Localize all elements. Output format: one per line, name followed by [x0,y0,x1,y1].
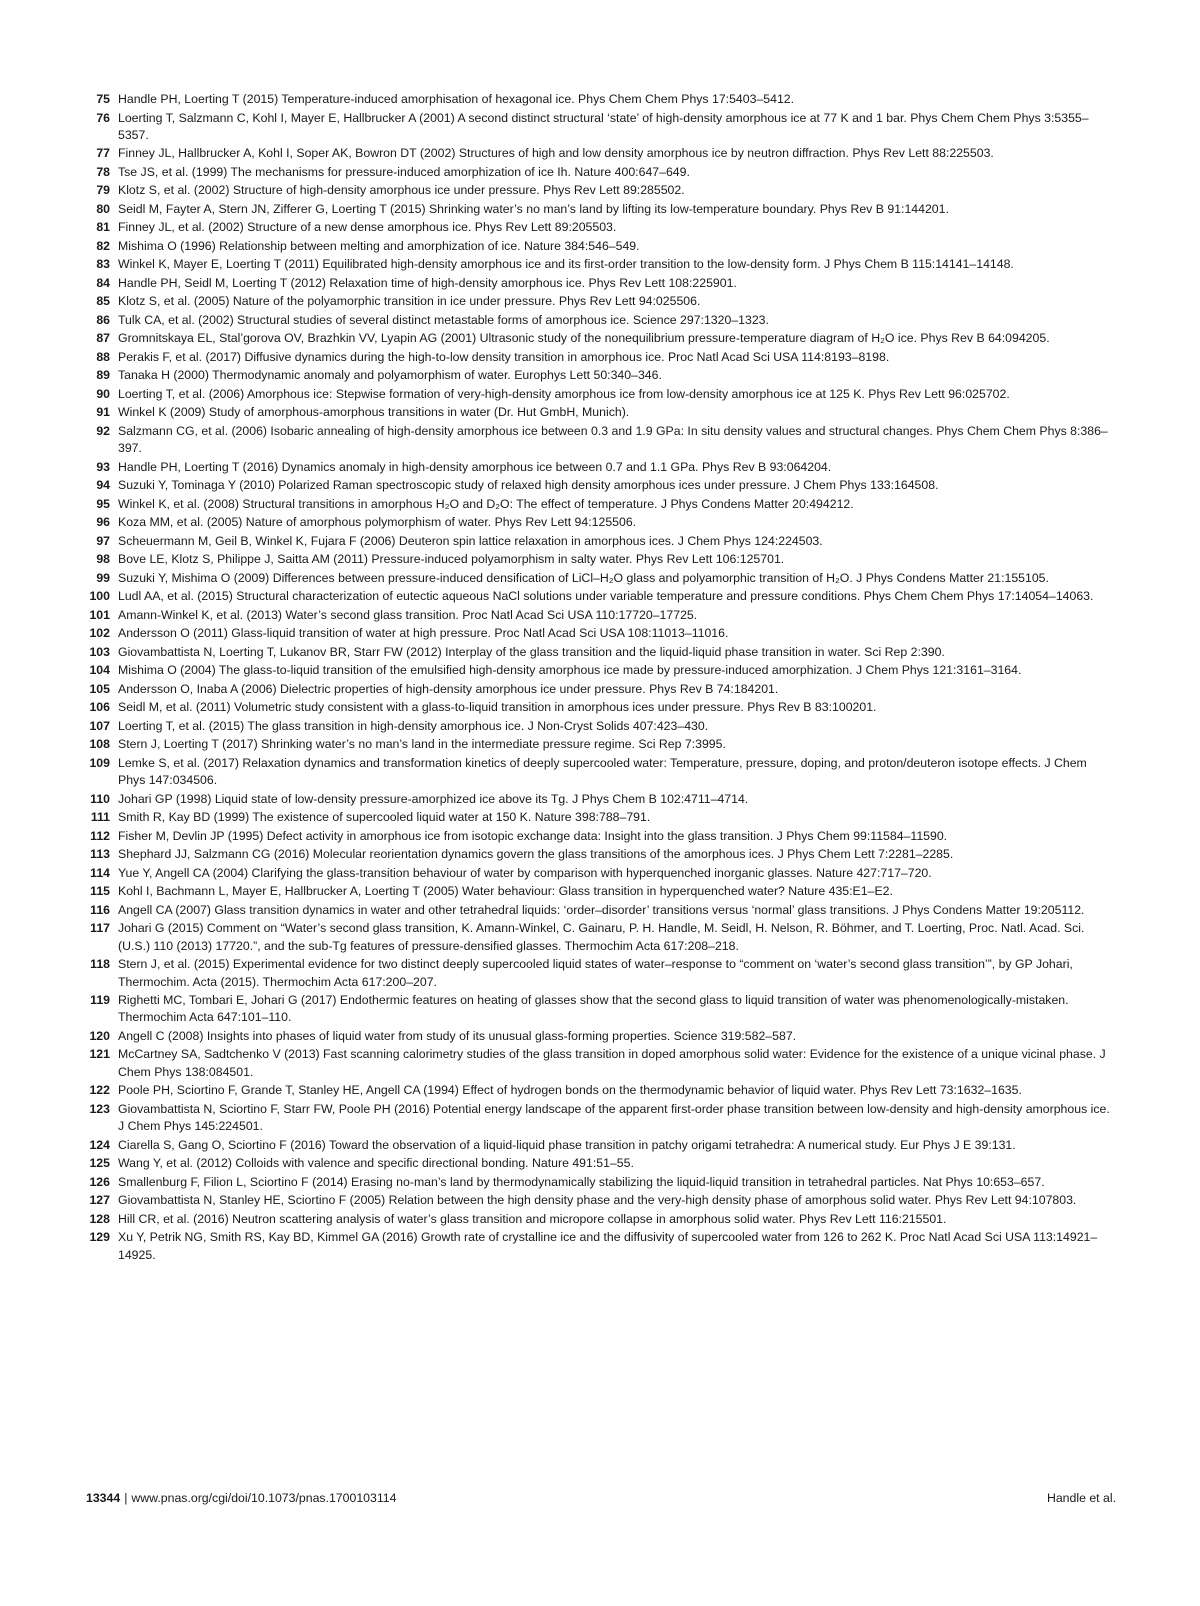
reference-number: 82 [96,238,110,253]
reference-item [86,1137,1116,1154]
reference-number: 89 [96,368,110,383]
reference-item [86,349,1116,366]
reference-text: Johari G (2015) Comment on “Water’s second glass transition, K. Amann-Winkel, C. Gainaru, P. H. Handle, M. Seidl, H. Nelson, R. Böhmer, and T. Loerting, Proc. Natl. Acad. Sci. (U.S.) 110 (2013) 17720.”, and the sub-Tg features of pressure-densified glasses. Thermochim Acta 617:208–218. [118,921,1085,953]
reference-number: 121 [89,1047,110,1062]
reference-number: 104 [89,663,110,678]
reference-number: 88 [96,349,110,364]
reference-number: 120 [89,1028,110,1043]
reference-text: Winkel K (2009) Study of amorphous-amorphous transitions in water (Dr. Hut GmbH, Munich). [118,405,630,420]
reference-text: Tse JS, et al. (1999) The mechanisms for pressure-induced amorphization of ice Ih. Nature 400:647–649. [118,164,690,179]
reference-item [86,956,1116,991]
reference-item [86,496,1116,513]
reference-number: 90 [96,386,110,401]
reference-text: Winkel K, et al. (2008) Structural transitions in amorphous H₂O and D₂O: The effect of temperature. J Phys Condens Matter 20:494212. [118,496,854,511]
reference-item [86,846,1116,863]
reference-number: 106 [89,700,110,715]
reference-number: 83 [96,257,110,272]
reference-item [86,883,1116,900]
reference-text: Shephard JJ, Salzmann CG (2016) Molecular reorientation dynamics govern the glass transitions of the amorphous ices. J Phys Chem Lett 7:2281–2285. [118,847,954,862]
reference-number: 94 [96,478,110,493]
reference-item [86,256,1116,273]
reference-text: Smallenburg F, Filion L, Sciortino F (2014) Erasing no-man’s land by thermodynamically stabilizing the liquid-liquid transition in tetrahedral particles. Nat Phys 10:653–657. [118,1174,1045,1189]
reference-item [86,992,1116,1027]
reference-item [86,145,1116,162]
reference-text: Seidl M, Fayter A, Stern JN, Zifferer G, Loerting T (2015) Shrinking water’s no man’s land by lifting its low-temperature boundary. Phys Rev B 91:144201. [118,201,949,216]
reference-number: 75 [96,92,110,106]
reference-item [86,110,1116,145]
reference-number: 93 [96,459,110,474]
reference-number: 119 [90,993,110,1008]
reference-item [86,533,1116,550]
reference-number: 118 [90,957,110,972]
reference-text: Giovambattista N, Loerting T, Lukanov BR, Starr FW (2012) Interplay of the glass transition and the liquid-liquid phase transition in water. Sci Rep 2:390. [118,644,945,659]
reference-item [86,755,1116,790]
reference-item [86,367,1116,384]
reference-item [86,386,1116,403]
reference-text: Winkel K, Mayer E, Loerting T (2011) Equilibrated high-density amorphous ice and its first-order transition to the low-density form. J Phys Chem B 115:14141–14148. [118,257,1014,272]
reference-text: Klotz S, et al. (2002) Structure of high-density amorphous ice under pressure. Phys Rev Lett 89:285502. [118,183,685,198]
reference-text: Lemke S, et al. (2017) Relaxation dynamics and transformation kinetics of deeply supercooled water: Temperature, pressure, doping, and proton/deuteron isotope effects. J Chem Phys 147:034506. [118,755,1087,788]
footer-separator: | [124,1491,128,1505]
reference-number: 87 [96,331,110,346]
reference-number: 103 [89,644,110,659]
reference-number: 110 [90,791,110,806]
reference-text: Tanaka H (2000) Thermodynamic anomaly and polyamorphism of water. Europhys Lett 50:340–346. [118,368,662,383]
reference-text: Seidl M, et al. (2011) Volumetric study consistent with a glass-to-liquid transition in amorphous ices under pressure. Phys Rev B 83:100201. [118,700,877,715]
reference-text: Handle PH, Seidl M, Loerting T (2012) Relaxation time of high-density amorphous ice. Phys Rev Lett 108:225901. [118,275,737,290]
reference-item [86,551,1116,568]
reference-number: 98 [96,552,110,567]
reference-item [86,312,1116,329]
reference-text: Angell CA (2007) Glass transition dynamics in water and other tetrahedral liquids: ‘order–disorder’ transitions versus ‘normal’ glass transitions. J Phys Condens Matter 19:205112. [118,902,1085,917]
reference-text: Loerting T, et al. (2015) The glass transition in high-density amorphous ice. J Non-Cryst Solids 407:423–430. [118,718,709,733]
reference-item [86,330,1116,347]
reference-number: 122 [89,1083,110,1098]
reference-text: Tulk CA, et al. (2002) Structural studies of several distinct metastable forms of amorphous ice. Science 297:1320–1323. [118,312,769,327]
reference-number: 86 [96,312,110,327]
reference-item [86,828,1116,845]
reference-number: 92 [96,423,110,438]
reference-text: Poole PH, Sciortino F, Grande T, Stanley HE, Angell CA (1994) Effect of hydrogen bonds on the thermodynamic behavior of liquid water. Phys Rev Lett 73:1632–1635. [118,1083,1022,1098]
reference-number: 105 [89,681,110,696]
reference-item [86,736,1116,753]
reference-item [86,201,1116,218]
reference-number: 129 [89,1230,110,1245]
reference-item [86,1155,1116,1172]
reference-item [86,423,1116,458]
reference-number: 124 [89,1137,110,1152]
reference-item [86,718,1116,735]
reference-number: 102 [89,626,110,641]
reference-text: Suzuki Y, Tominaga Y (2010) Polarized Raman spectroscopic study of relaxed high density amorphous ices under pressure. J Chem Phys 133:164508. [118,478,939,493]
reference-item [86,902,1116,919]
reference-item [86,91,1116,108]
reference-text: Giovambattista N, Sciortino F, Starr FW, Poole PH (2016) Potential energy landscape of the apparent first-order phase transition between low-density and high-density amorphous ice. J Chem Phys 145:224501. [118,1101,1110,1134]
reference-number: 113 [90,847,110,862]
reference-number: 123 [89,1101,110,1116]
reference-number: 115 [90,884,110,899]
reference-text: Andersson O, Inaba A (2006) Dielectric properties of high-density amorphous ice under pressure. Phys Rev B 74:184201. [118,681,779,696]
reference-text: Ludl AA, et al. (2015) Structural characterization of eutectic aqueous NaCl solutions under variable temperature and pressure conditions. Phys Chem Chem Phys 17:14054–14063. [118,589,1094,604]
reference-text: Johari GP (1998) Liquid state of low-density pressure-amorphized ice above its Tg. J Phys Chem B 102:4711–4714. [118,791,749,806]
reference-text: Mishima O (2004) The glass-to-liquid transition of the emulsified high-density amorphous ice made by pressure-induced amorphization. J Chem Phys 121:3161–3164. [118,663,1022,678]
reference-item [86,570,1116,587]
reference-text: Yue Y, Angell CA (2004) Clarifying the glass-transition behaviour of water by comparison with hyperquenched inorganic glasses. Nature 427:717–720. [118,865,932,880]
reference-item [86,238,1116,255]
reference-text: Mishima O (1996) Relationship between melting and amorphization of ice. Nature 384:546–549. [118,238,640,253]
reference-item [86,275,1116,292]
reference-number: 109 [89,755,110,770]
reference-number: 101 [89,607,110,622]
reference-text: Andersson O (2011) Glass-liquid transition of water at high pressure. Proc Natl Acad Sci USA 108:11013–11016. [118,626,729,641]
reference-text: Bove LE, Klotz S, Philippe J, Saitta AM (2011) Pressure-induced polyamorphism in salty water. Phys Rev Lett 106:125701. [118,552,785,567]
reference-text: Suzuki Y, Mishima O (2009) Differences between pressure-induced densification of LiCl–H₂O glass and polyamorphic transition of H₂O. J Phys Condens Matter 21:155105. [118,570,1049,585]
reference-text: Finney JL, Hallbrucker A, Kohl I, Soper AK, Bowron DT (2002) Structures of high and low density amorphous ice by neutron diffraction. Phys Rev Lett 88:225503. [118,146,994,161]
reference-text: Angell C (2008) Insights into phases of liquid water from study of its unusual glass-forming properties. Science 319:582–587. [118,1028,797,1043]
reference-item [86,625,1116,642]
reference-number: 111 [90,810,110,825]
reference-item [86,182,1116,199]
reference-number: 97 [96,533,110,548]
reference-item [86,293,1116,310]
reference-item [86,588,1116,605]
reference-item [86,1229,1116,1264]
reference-text: Handle PH, Loerting T (2015) Temperature-induced amorphisation of hexagonal ice. Phys Chem Chem Phys 17:5403–5412. [118,92,795,106]
reference-text: Stern J, Loerting T (2017) Shrinking water’s no man’s land in the intermediate pressure regime. Sci Rep 7:3995. [118,737,726,752]
reference-number: 100 [89,589,110,604]
reference-item [86,1192,1116,1209]
reference-item [86,164,1116,181]
reference-text: Giovambattista N, Stanley HE, Sciortino F (2005) Relation between the high density phase and the very-high density phase of amorphous solid water. Phys Rev Lett 94:107803. [118,1193,1077,1208]
reference-number: 79 [96,183,110,198]
reference-number: 114 [90,865,110,880]
reference-item [86,699,1116,716]
reference-number: 85 [96,294,110,309]
reference-item [86,1046,1116,1081]
reference-number: 112 [90,828,110,843]
reference-text: Kohl I, Bachmann L, Mayer E, Hallbrucker A, Loerting T (2005) Water behaviour: Glass transition in hyperquenched water? Nature 435:E1–E2. [118,884,893,899]
reference-item [86,1082,1116,1099]
reference-item [86,644,1116,661]
reference-number: 84 [96,275,110,290]
reference-number: 108 [89,737,110,752]
reference-item [86,1211,1116,1228]
reference-number: 125 [89,1156,110,1171]
reference-item [86,1028,1116,1045]
reference-number: 126 [89,1174,110,1189]
reference-item [86,477,1116,494]
reference-number: 78 [96,164,110,179]
reference-item [86,681,1116,698]
reference-number: 127 [89,1193,110,1208]
reference-item [86,791,1116,808]
reference-text: Wang Y, et al. (2012) Colloids with valence and specific directional bonding. Nature 491:51–55. [118,1156,634,1171]
reference-text: Fisher M, Devlin JP (1995) Defect activity in amorphous ice from isotopic exchange data: Insight into the glass transition. J Phys Chem 99:11584–11590. [118,828,948,843]
reference-item [86,920,1116,955]
reference-item [86,219,1116,236]
reference-number: 95 [96,496,110,511]
reference-text: Righetti MC, Tombari E, Johari G (2017) Endothermic features on heating of glasses show that the second glass to liquid transition of water was phenomenologically-mistaken. Thermochim Acta 647:101–110. [118,993,1069,1025]
reference-number: 99 [96,570,110,585]
reference-text: Ciarella S, Gang O, Sciortino F (2016) Toward the observation of a liquid-liquid phase transition in patchy origami tetrahedra: A numerical study. Eur Phys J E 39:131. [118,1137,1016,1152]
reference-list [86,91,1116,1265]
reference-text: Hill CR, et al. (2016) Neutron scattering analysis of water’s glass transition and micropore collapse in amorphous solid water. Phys Rev Lett 116:215501. [118,1211,947,1226]
reference-number: 117 [90,921,110,936]
reference-number: 80 [96,201,110,216]
reference-item [86,865,1116,882]
reference-number: 116 [90,902,110,917]
page-number: 13344 [86,1491,121,1505]
reference-text: McCartney SA, Sadtchenko V (2013) Fast scanning calorimetry studies of the glass transition in doped amorphous solid water: Evidence for the existence of a unique vicinal phase. J Chem Phys 138:084501. [118,1047,1106,1079]
reference-number: 96 [96,515,110,530]
reference-number: 128 [89,1211,110,1226]
reference-text: Loerting T, Salzmann C, Kohl I, Mayer E, Hallbrucker A (2001) A second distinct structural ‘state’ of high-density amorphous ice at 77 K and 1 bar. Phys Chem Chem Phys 3:5355–5357. [118,110,1089,142]
doi-link[interactable]: www.pnas.org/cgi/doi/10.1073/pnas.1700103114 [131,1491,397,1505]
reference-text: Smith R, Kay BD (1999) The existence of supercooled liquid water at 150 K. Nature 398:788–791. [118,810,651,825]
reference-text: Salzmann CG, et al. (2006) Isobaric annealing of high-density amorphous ice between 0.3 and 1.9 GPa: In situ density values and structural changes. Phys Chem Chem Phys 8:386–397. [118,423,1108,456]
footer-left [86,1491,396,1505]
reference-text: Klotz S, et al. (2005) Nature of the polyamorphic transition in ice under pressure. Phys Rev Lett 94:025506. [118,294,701,309]
reference-text: Handle PH, Loerting T (2016) Dynamics anomaly in high-density amorphous ice between 0.7 and 1.1 GPa. Phys Rev B 93:064204. [118,459,832,474]
reference-number: 91 [96,405,110,420]
reference-text: Finney JL, et al. (2002) Structure of a new dense amorphous ice. Phys Rev Lett 89:205503. [118,220,617,235]
reference-number: 76 [96,110,110,125]
reference-text: Gromnitskaya EL, Stal’gorova OV, Brazhkin VV, Lyapin AG (2001) Ultrasonic study of the nonequilibrium pressure-temperature diagram of H₂O ice. Phys Rev B 64:094205. [118,331,1050,346]
reference-item [86,809,1116,826]
reference-item [86,1174,1116,1191]
reference-text: Stern J, et al. (2015) Experimental evidence for two distinct deeply supercooled liquid states of water–response to “comment on ‘water’s second glass transition’”, by GP Johari, Thermochim. Acta (2015). Thermochim Acta 617:200–207. [118,957,1073,989]
reference-number: 81 [96,220,110,235]
reference-number: 107 [89,718,110,733]
reference-text: Amann-Winkel K, et al. (2013) Water’s second glass transition. Proc Natl Acad Sci USA 110:17720–17725. [118,607,698,622]
reference-item [86,607,1116,624]
reference-number: 77 [96,146,110,161]
reference-text: Koza MM, et al. (2005) Nature of amorphous polymorphism of water. Phys Rev Lett 94:125506. [118,515,637,530]
reference-item [86,404,1116,421]
reference-text: Loerting T, et al. (2006) Amorphous ice: Stepwise formation of very-high-density amorphous ice from low-density amorphous ice at 125 K. Phys Rev Lett 96:025702. [118,386,1010,401]
reference-item [86,1101,1116,1136]
reference-item [86,459,1116,476]
reference-item [86,662,1116,679]
reference-item [86,514,1116,531]
reference-text: Perakis F, et al. (2017) Diffusive dynamics during the high-to-low density transition in amorphous ice. Proc Natl Acad Sci USA 114:8193–8198. [118,349,890,364]
footer-authors: Handle et al. [1046,1491,1116,1505]
reference-text: Scheuermann M, Geil B, Winkel K, Fujara F (2006) Deuteron spin lattice relaxation in amorphous ices. J Chem Phys 124:224503. [118,533,823,548]
reference-text: Xu Y, Petrik NG, Smith RS, Kay BD, Kimmel GA (2016) Growth rate of crystalline ice and the diffusivity of supercooled water from 126 to 262 K. Proc Natl Acad Sci USA 113:14921–14925. [118,1230,1098,1262]
